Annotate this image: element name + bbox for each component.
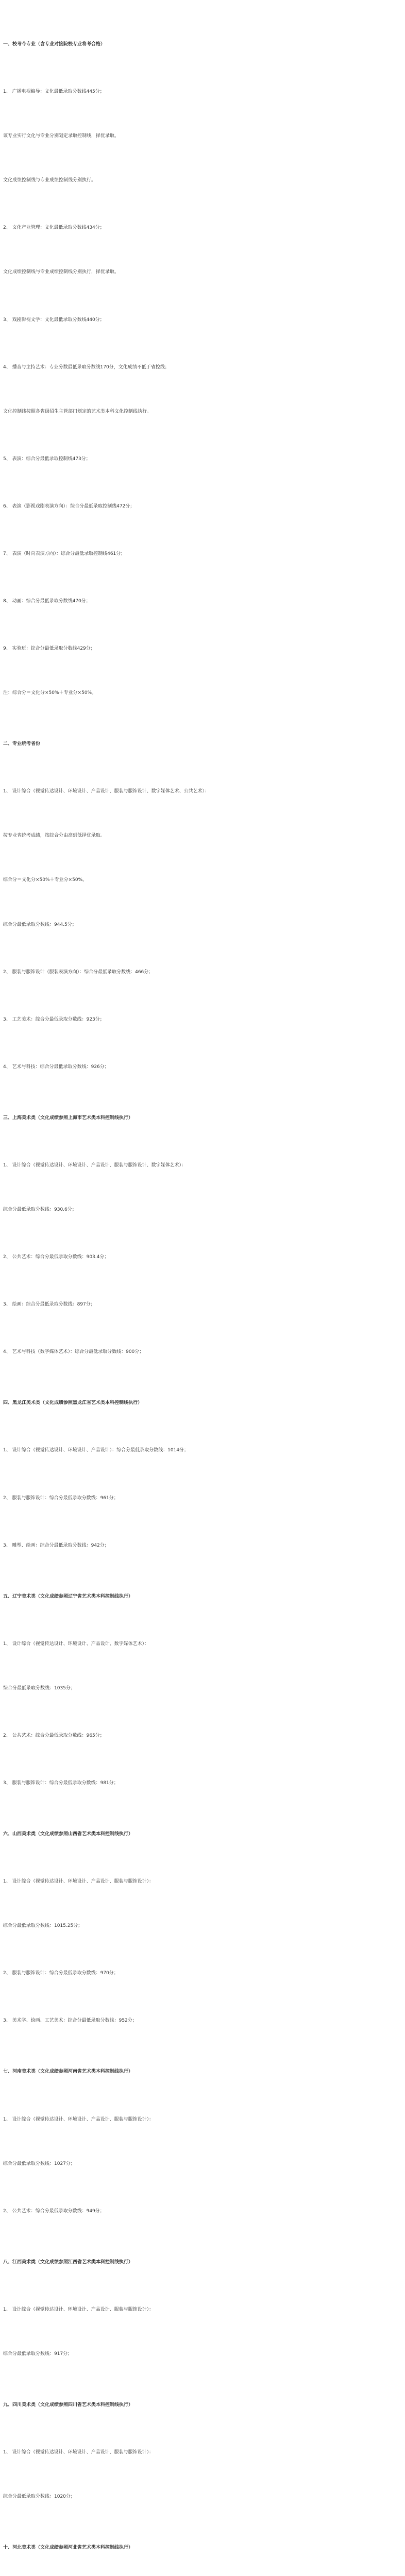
section-line: 综合分最低录取分数线：917分；: [3, 2351, 73, 2357]
section: [3, 2069, 400, 2214]
section-title: 一、校考今专业（含专业对接院校专业将考合格）: [3, 42, 106, 47]
section-title: 四、黑龙江美术类（文化成绩参照黑龙江省艺术类本科控制线执行）: [3, 1400, 143, 1406]
section-line: 4、 艺术与科技（数字媒体艺术）：综合分最低录取分数线：900分；: [3, 1349, 144, 1355]
section-line: 4、 艺术与科技：综合分最低录取分数线：926分；: [3, 1064, 109, 1070]
section-line: 3、 雕塑、绘画：综合分最低录取分数线：942分；: [3, 1543, 109, 1548]
section: [3, 2402, 400, 2500]
section-line: 1、 广播电视编导：文化最低录取分数线445分；: [3, 89, 105, 95]
section: [3, 41, 400, 697]
section: [3, 2545, 400, 2576]
section-line: 综合分最低录取分数线：1015.25分；: [3, 1923, 83, 1929]
section-line: 1、 设计综合（视觉传达设计、环境设计、产品设计）：综合分最低录取分数线：1014分；: [3, 1448, 189, 1453]
section-line: 1、 设计综合（视觉传达设计、环境设计、产品设计、服装与服饰设计）：: [3, 2307, 154, 2312]
section-line: 文化成绩控制线与专业成绩控制线分别执行，择优录取。: [3, 269, 120, 275]
section-title: 五、辽宁美术类（文化成绩参照辽宁省艺术类本科控制线执行）: [3, 1594, 133, 1599]
section-title: 九、四川美术类（文化成绩参照四川省艺术类本科控制线执行）: [3, 2402, 133, 2408]
section-line: 5、 表演：综合分最低录取控制线473分；: [3, 456, 91, 462]
section-line: 文化成绩控制线与专业成绩控制线分别执行。: [3, 178, 96, 183]
section-line: 3、 绘画：综合分最低录取分数线：897分；: [3, 1302, 95, 1308]
section: [3, 1831, 400, 2024]
section-title: 三、上海美术类（文化成绩参照上海市艺术类本科控制线执行）: [3, 1115, 133, 1121]
section-line: 综合分最低录取分数线：930.6分；: [3, 1207, 77, 1213]
section: [3, 1400, 400, 1549]
section-line: 2、 公共艺术：综合分最低录取分数线：949分；: [3, 2208, 105, 2214]
section-line: 2、 服装与服饰设计（服装表演方向）：综合分最低录取分数线：466分；: [3, 969, 154, 975]
section-line: 3、 服装与服饰设计：综合分最低录取分数线：981分；: [3, 1780, 119, 1786]
section-title: 七、河南美术类（文化成绩参照河南省艺术类本科控制线执行）: [3, 2069, 133, 2075]
section-line: 8、 动画：综合分最低录取分数线470分；: [3, 599, 91, 604]
section-line: 文化控制线按照各省级招生主管部门划定的艺术类本科文化控制线执行。: [3, 409, 152, 414]
section-line: 综合分最低录取分数线：944.5分；: [3, 922, 77, 927]
section-title: 十、河北美术类（文化成绩参照河北省艺术类本科控制线执行）: [3, 2545, 133, 2551]
section-line: 1、 设计综合（视觉传达设计、环境设计、产品设计、服装与服饰设计、数字媒体艺术、公共艺术）：: [3, 789, 210, 794]
section-line: 3、 美术学、绘画、工艺美术：综合分最低录取分数线：952分；: [3, 2018, 137, 2024]
section-title: 六、山西美术类（文化成绩参照山西省艺术类本科控制线执行）: [3, 1832, 133, 1837]
section-line: 1、 设计综合（视觉传达设计、环境设计、产品设计、服装与服饰设计）：: [3, 1879, 154, 1885]
section-line: 2、 文化产业管理：文化最低录取分数线434分；: [3, 225, 105, 231]
section-line: 2、 服装与服饰设计：综合分最低录取分数线：961分；: [3, 1495, 119, 1501]
document-body: [3, 41, 400, 2576]
section: [3, 1115, 400, 1355]
section: [3, 741, 400, 1071]
section-line: 综合分最低录取分数线：1035分；: [3, 1685, 75, 1691]
section-line: 2、 公共艺术：综合分最低录取分数线：965分；: [3, 1733, 105, 1738]
section-line: 3、 工艺美术：综合分最低录取分数线：923分；: [3, 1016, 105, 1022]
section-line: 1、 设计综合（视觉传达设计、环境设计、产品设计、服装与服饰设计）：: [3, 2450, 154, 2455]
section-line: 7、 表演（时尚表演方向）：综合分最低录取控制线461分；: [3, 551, 126, 556]
section-line: 按专业省统考成绩，按综合分由高到低择优录取。: [3, 833, 106, 839]
section-line: 2、 公共艺术：综合分最低录取分数线：903.4分；: [3, 1255, 109, 1260]
section-line: 1、 设计综合（视觉传达设计、环境设计、产品设计、服装与服饰设计）：: [3, 2116, 154, 2122]
section-line: 3、 戏剧影视文学：文化最低录取分数线440分；: [3, 317, 105, 323]
section: [3, 2259, 400, 2358]
section: [3, 1594, 400, 1787]
section-line: 该专业实行文化与专业分别划定录取控制线，择优录取。: [3, 133, 120, 139]
section-line: 综合分最低录取分数线：1027分；: [3, 2161, 75, 2166]
section-line: 综合分最低录取分数线：1020分；: [3, 2494, 75, 2500]
section-line: 4、 播音与主持艺术：专业分数最低录取分数线170分，文化成绩不低于省控线；: [3, 364, 170, 370]
section-line: 2、 服装与服饰设计：综合分最低录取分数线：970分；: [3, 1971, 119, 1976]
section-line: 1、 设计综合（视觉传达设计、环境设计、产品设计、服装与服饰设计、数字媒体艺术）：: [3, 1162, 187, 1168]
section-title: 二、专业统考省份: [3, 741, 41, 747]
section-line: 9、 实验班：综合分最低录取分数线429分；: [3, 646, 95, 652]
section-line: 注：综合分＝文化分×50%＋专业分×50%。: [3, 690, 97, 696]
section-title: 八、江西美术类（文化成绩参照江西省艺术类本科控制线执行）: [3, 2259, 133, 2265]
section-line: 综合分＝文化分×50%＋专业分×50%。: [3, 877, 88, 883]
section-line: 6、 表演（影视戏剧表演方向）：综合分最低录取控制线472分；: [3, 503, 135, 509]
section-line: 1、 设计综合（视觉传达设计、环境设计、产品设计、数字媒体艺术）：: [3, 1641, 149, 1647]
